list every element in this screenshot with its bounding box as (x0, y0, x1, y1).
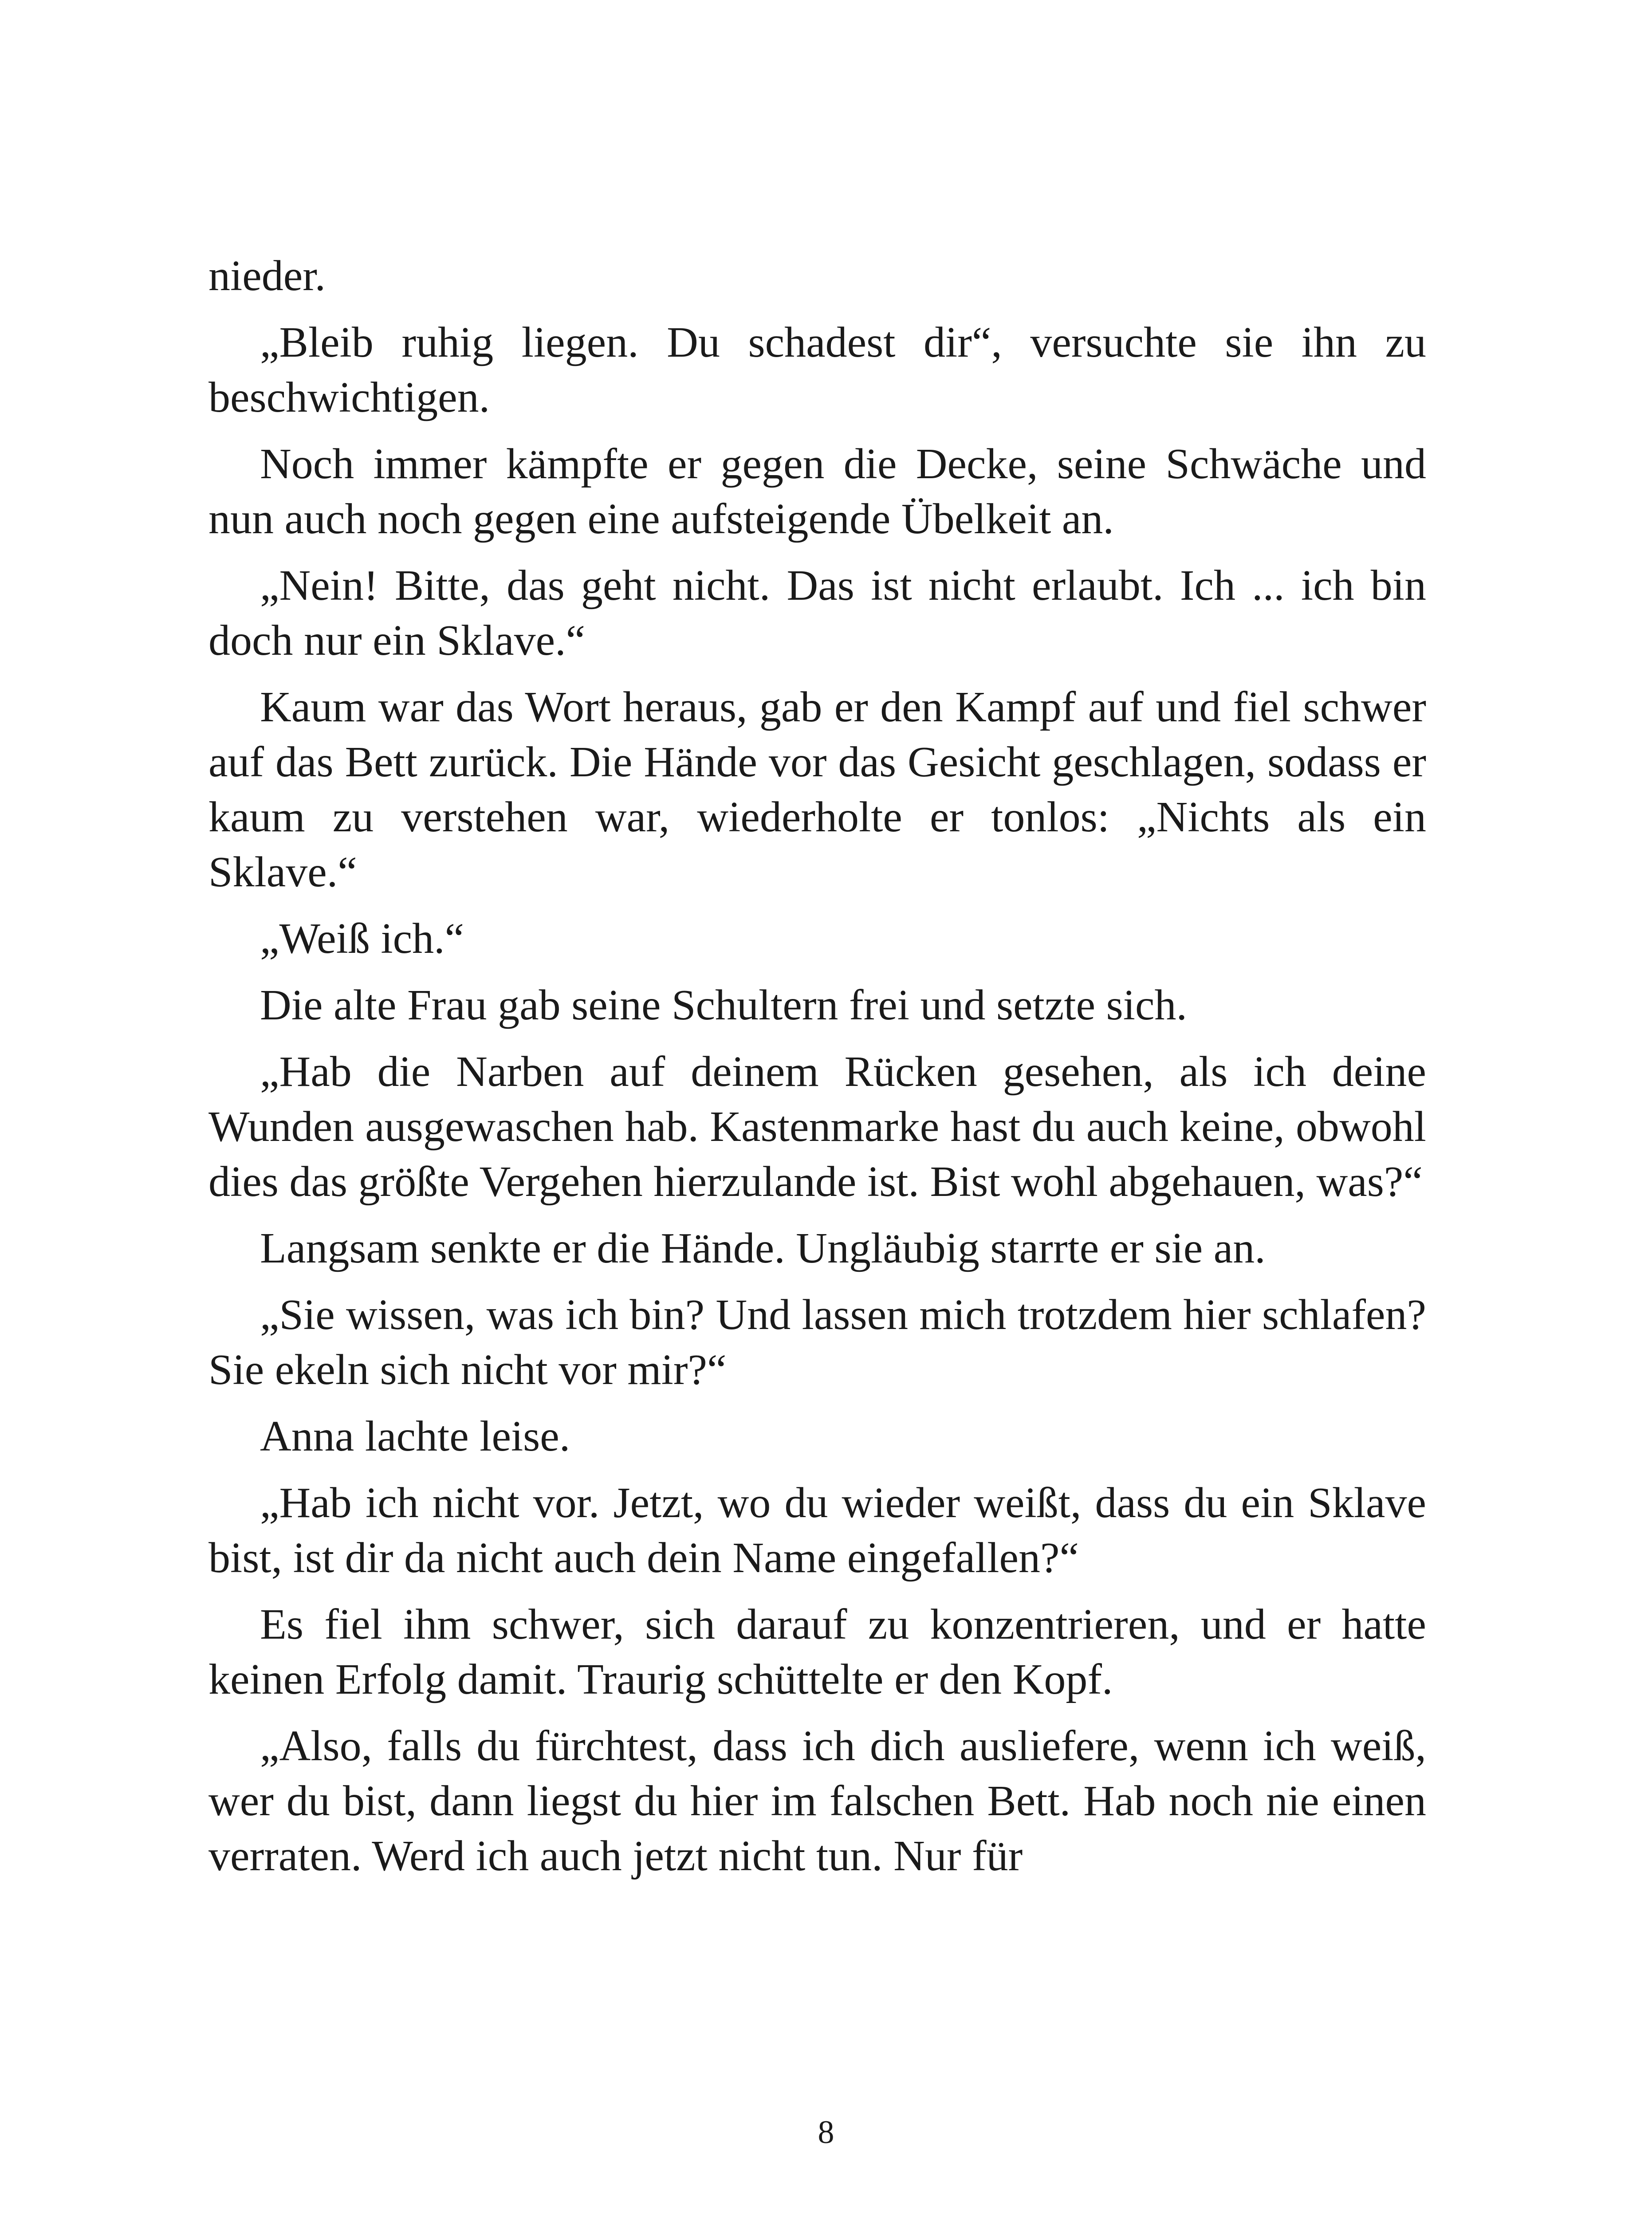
page-number: 8 (818, 2114, 834, 2151)
paragraph: „Nein! Bitte, das geht nicht. Das ist nicht erlaubt. Ich ... ich bin doch nur ein Sklave.“ (208, 562, 1426, 665)
paragraph: Die alte Frau gab seine Schultern frei und setzte sich. (260, 981, 1187, 1029)
paragraph: „Hab die Narben auf deinem Rücken gesehen, als ich deine Wunden ausgewaschen hab. Kastenmarke hast du auch keine, obwohl dies das größte Vergehen hierzulande ist. Bist wohl abgehauen, was?“ (208, 1048, 1426, 1206)
paragraph: nieder. (208, 252, 326, 300)
paragraph: „Weiß ich.“ (260, 915, 464, 963)
body-text (208, 248, 1426, 1884)
paragraph: Langsam senkte er die Hände. Ungläubig starrte er sie an. (260, 1224, 1266, 1272)
paragraph: Es fiel ihm schwer, sich darauf zu konzentrieren, und er hatte keinen Erfolg damit. Traurig schüttelte er den Kopf. (208, 1601, 1426, 1703)
paragraph: „Bleib ruhig liegen. Du schadest dir“, versuchte sie ihn zu beschwichtigen. (208, 319, 1426, 421)
paragraph: Noch immer kämpfte er gegen die Decke, seine Schwäche und nun auch noch gegen eine aufsteigende Übelkeit an. (208, 440, 1426, 543)
paragraph: „Sie wissen, was ich bin? Und lassen mich trotzdem hier schlafen? Sie ekeln sich nicht vor mir?“ (208, 1291, 1426, 1394)
paragraph: „Hab ich nicht vor. Jetzt, wo du wieder weißt, dass du ein Sklave bist, ist dir da nicht auch dein Name eingefallen?“ (208, 1479, 1426, 1582)
paragraph: Anna lachte leise. (260, 1412, 570, 1460)
paragraph: Kaum war das Wort heraus, gab er den Kampf auf und fiel schwer auf das Bett zurück. Die Hände vor das Gesicht geschlagen, sodass er kaum zu verstehen war, wiederholte er tonlos: „Nichts als ein Sklave.“ (208, 683, 1426, 896)
paragraph: „Also, falls du fürchtest, dass ich dich ausliefere, wenn ich weiß, wer du bist, dann liegst du hier im falschen Bett. Hab noch nie einen verraten. Werd ich auch jetzt nicht tun. Nur für (208, 1722, 1426, 1880)
